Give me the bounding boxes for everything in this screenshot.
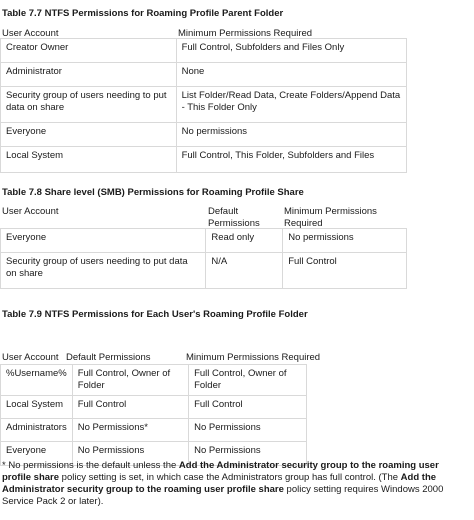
t3-cell: No Permissions* xyxy=(72,419,188,442)
t2-cell: Security group of users needing to put data on share xyxy=(1,253,206,289)
t1-cell: Creator Owner xyxy=(1,39,177,63)
table-row xyxy=(1,63,407,87)
t3-cell: Full Control, Owner of Folder xyxy=(189,365,307,396)
t2-cell: N/A xyxy=(206,253,283,289)
t1-header-minimum-permissions: Minimum Permissions Required xyxy=(178,28,313,39)
table-row xyxy=(1,419,307,442)
t3-cell: Local System xyxy=(1,396,73,419)
t1-cell: Full Control, Subfolders and Files Only xyxy=(176,39,406,63)
t3-header-user-account: User Account xyxy=(2,352,59,363)
t3-cell: %Username% xyxy=(1,365,73,396)
table-7-9 xyxy=(0,364,307,466)
t1-cell: Full Control, This Folder, Subfolders and Files xyxy=(176,147,406,173)
table-row xyxy=(1,365,307,396)
table-row xyxy=(1,229,407,253)
t3-cell: Full Control, Owner of Folder xyxy=(72,365,188,396)
t3-cell: Full Control xyxy=(72,396,188,419)
table-row xyxy=(1,39,407,63)
t2-cell: Everyone xyxy=(1,229,206,253)
t1-cell: Security group of users needing to put data on share xyxy=(1,87,177,123)
table-row xyxy=(1,123,407,147)
table-row xyxy=(1,396,307,419)
table-row xyxy=(1,87,407,123)
footnote-text-1: * No permissions is the default unless the xyxy=(2,460,179,471)
table-7-8-caption: Table 7.8 Share level (SMB) Permissions for Roaming Profile Share xyxy=(2,187,304,198)
table-7-7 xyxy=(0,38,407,173)
footnote-setting-name-2: Add the Administrator security group to the roaming user profile share xyxy=(2,472,437,495)
t2-cell: Read only xyxy=(206,229,283,253)
t1-cell: No permissions xyxy=(176,123,406,147)
t1-cell: Everyone xyxy=(1,123,177,147)
t3-cell: No Permissions xyxy=(72,442,188,466)
table-7-7-caption: Table 7.7 NTFS Permissions for Roaming Profile Parent Folder xyxy=(2,8,284,19)
t2-header-minimum-permissions: Minimum Permissions Required xyxy=(284,206,377,229)
t3-header-minimum-permissions: Minimum Permissions Required xyxy=(186,352,321,363)
t3-header-default-permissions: Default Permissions xyxy=(66,352,151,363)
t1-cell: None xyxy=(176,63,406,87)
t3-cell: No Permissions xyxy=(189,419,307,442)
t3-cell: Everyone xyxy=(1,442,73,466)
table-7-9-caption: Table 7.9 NTFS Permissions for Each User's Roaming Profile Folder xyxy=(2,309,308,320)
t1-cell: Administrator xyxy=(1,63,177,87)
table-row xyxy=(1,147,407,173)
t2-cell: Full Control xyxy=(283,253,407,289)
footnote-text-2: policy setting is set, in which case the Administrators group has full control. (The xyxy=(59,472,401,483)
t2-cell: No permissions xyxy=(283,229,407,253)
table-7-8 xyxy=(0,228,407,289)
t2-header-user-account: User Account xyxy=(2,206,59,217)
t3-cell: Full Control xyxy=(189,396,307,419)
footnote-text-3: policy setting requires Windows 2000 Service Pack 2 or later). xyxy=(2,484,444,507)
t3-cell: Administrators xyxy=(1,419,73,442)
footnote xyxy=(2,460,462,508)
t1-cell: Local System xyxy=(1,147,177,173)
table-row xyxy=(1,253,407,289)
footnote-setting-name-1: Add the Administrator security group to the roaming user profile share xyxy=(2,460,439,483)
t3-cell: No Permissions xyxy=(189,442,307,466)
t1-header-user-account: User Account xyxy=(2,28,59,39)
t2-header-default-permissions: Default Permissions xyxy=(208,206,260,229)
t1-cell: List Folder/Read Data, Create Folders/Append Data - This Folder Only xyxy=(176,87,406,123)
